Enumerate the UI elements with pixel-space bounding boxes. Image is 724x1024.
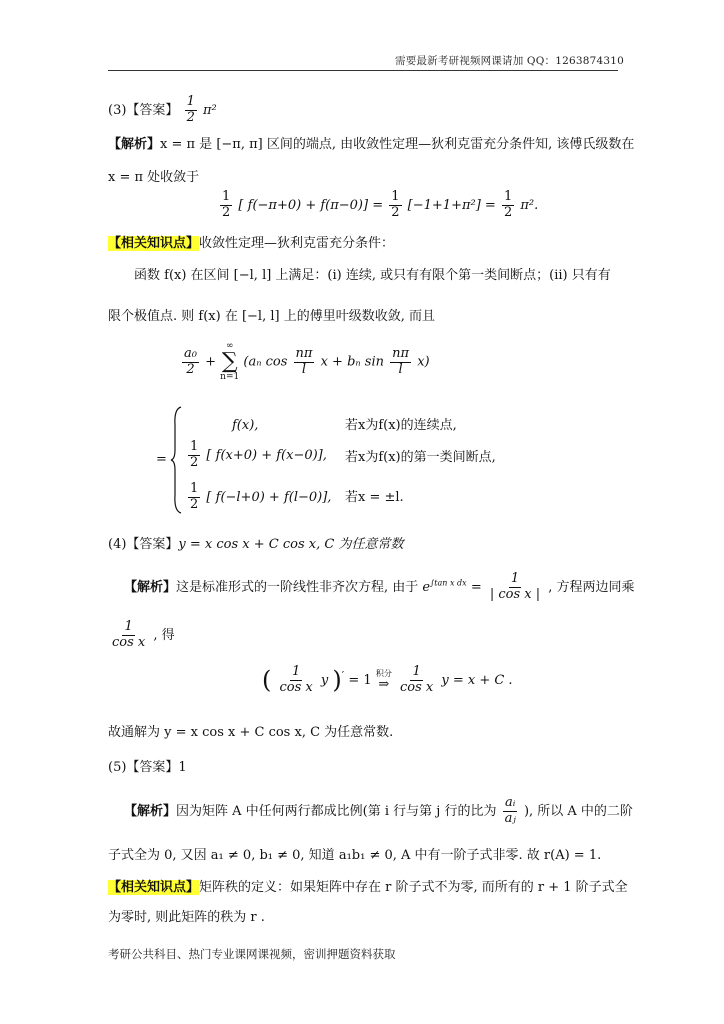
- q5-analysis-text-a: 因为矩阵 A 中任何两行都成比例(第 i 行与第 j 行的比为: [176, 803, 497, 819]
- q4-exp-frac-den: | cos x |: [489, 586, 541, 602]
- q4-right-paren: ): [332, 666, 342, 694]
- q4-conclusion: 故通解为 y = x cos x + C cos x, C 为任意常数.: [108, 725, 394, 740]
- case3-num: 1: [190, 481, 199, 496]
- case2-den: 2: [190, 454, 199, 470]
- q4-exp-base: e: [422, 579, 431, 595]
- q3-analysis-line2: x = π 处收敛于: [108, 170, 200, 185]
- q3-analysis-text1: x = π 是 [−π, π] 区间的端点, 由收敛性定理—狄利克雷充分条件知, 该傅氏级数在: [160, 137, 635, 152]
- q4-deriv-frac: [278, 665, 315, 696]
- series-body2: x + bₙ sin: [320, 354, 385, 370]
- page-header: 需要最新考研视频网课请加 QQ：1263874310: [395, 55, 625, 67]
- q3-answer-label: (3)【答案】: [108, 102, 179, 118]
- q4-answer: [108, 537, 403, 554]
- q3-analysis-line1: [108, 137, 634, 154]
- q3-knowledge-label: 【相关知识点】: [108, 236, 200, 251]
- q4-mul-den: cos x: [112, 634, 146, 650]
- series-frac1-num: nπ: [295, 345, 313, 361]
- q3-eq-frac3-num: 1: [503, 189, 513, 204]
- series-frac2-num: nπ: [392, 345, 410, 361]
- series-body1: (aₙ cos: [243, 354, 288, 370]
- q3-eq-frac1-num: 1: [222, 189, 231, 204]
- q3-eq-frac2-num: 1: [391, 189, 400, 204]
- case3-frac: [188, 482, 200, 513]
- q3-knowledge-title: 收敛性定理—狄利克雷充分条件：: [199, 236, 395, 251]
- q3-answer-fraction: [185, 95, 197, 126]
- q3-answer-tail: π²: [202, 102, 217, 118]
- case1-expr: f(x),: [232, 418, 259, 433]
- q3-eq-tail: π².: [520, 197, 539, 213]
- q3-knowledge: [108, 236, 394, 253]
- q3-analysis-label: 【解析】: [108, 137, 161, 152]
- series-sum-bottom: n=1: [220, 372, 240, 382]
- q3-eq-frac3-den: 2: [503, 204, 513, 220]
- q4-deriv-y: y: [320, 673, 329, 689]
- q4-exp-frac-num: 1: [510, 571, 520, 586]
- cases-equals: =: [156, 452, 167, 467]
- q4-exp-frac: [488, 572, 542, 603]
- q3-eq-frac1: [220, 190, 232, 221]
- q4-res-tail: y = x + C .: [441, 673, 513, 689]
- fourier-series: $\frac{\text{a₀}}{2}$ + ∞ ∑ n=1 (aₙ cos $\frac{n\pi}{l}$ x + bₙ sin $\frac{n\pi}{l}$ x): [184, 341, 430, 382]
- q5-answer: [108, 760, 187, 777]
- case3-den: 2: [190, 496, 199, 512]
- series-frac2: [390, 347, 411, 378]
- q3-answer-numerator: 1: [186, 94, 195, 109]
- series-sum-top: ∞: [225, 341, 234, 351]
- q5-knowledge-text: 矩阵秩的定义：如果矩阵中存在 r 阶子式不为零, 而所有的 r + 1 阶子式全: [199, 880, 628, 895]
- q5-answer-value: 1: [178, 760, 187, 775]
- q4-multiplier: [108, 620, 175, 651]
- case2-condition: 若x为f(x)的第一类间断点,: [345, 450, 496, 465]
- series-two: 2: [186, 361, 195, 377]
- q3-knowledge-line2: 限个极值点. 则 f(x) 在 [−l, l] 上的傅里叶级数收敛, 而且: [108, 309, 435, 324]
- q4-answer-text: y = x cos x + C cos x, C 为任意常数: [178, 537, 404, 552]
- q5-ratio-num: aᵢ: [505, 795, 516, 810]
- q5-knowledge-line2: 为零时, 则此矩阵的秩为 r .: [108, 910, 265, 925]
- series-sum-symbol: ∑: [221, 349, 238, 374]
- q4-derivative-eq: [262, 665, 513, 696]
- series-body3: x): [417, 354, 430, 370]
- q5-knowledge-label: 【相关知识点】: [108, 880, 200, 895]
- q3-eq-frac3: [502, 190, 514, 221]
- q5-analysis-line2: 子式全为 0, 又因 a₁ ≠ 0, b₁ ≠ 0, 知道 a₁b₁ ≠ 0, A 中有一阶子式非零. 故 r(A) = 1.: [108, 848, 602, 863]
- series-a0: a₀: [184, 345, 197, 361]
- case3-condition: 若x = ±l.: [345, 490, 404, 505]
- q3-eq-mid2: [−1+1+π²] =: [407, 197, 496, 213]
- series-a0-frac: [182, 347, 199, 378]
- q3-answer: [108, 95, 217, 126]
- q4-mul-tail: , 得: [153, 627, 175, 643]
- q4-arrow-label: 积分: [375, 669, 392, 679]
- q4-arrow-symbol: ⇒: [378, 677, 390, 693]
- series-frac1: [294, 347, 315, 378]
- q4-analysis-text-a: 这是标准形式的一阶线性非齐次方程, 由于: [176, 579, 419, 595]
- q4-answer-label: (4)【答案】: [108, 537, 179, 552]
- case2-expr: [ f(x+0) + f(x−0)],: [206, 447, 327, 463]
- series-sum: [220, 342, 239, 382]
- q4-deriv-num: 1: [292, 664, 301, 680]
- series-frac2-den: l: [398, 361, 403, 377]
- header-divider: [108, 70, 618, 71]
- q4-mul-frac: [110, 620, 147, 651]
- q5-answer-label: (5)【答案】: [108, 760, 179, 775]
- q5-knowledge: [108, 880, 628, 897]
- q4-deriv-den: cos x: [279, 680, 313, 696]
- q4-analysis-text-b: , 方程两边同乘: [548, 579, 635, 595]
- q5-analysis-text-b: ), 所以 A 中的二阶: [523, 803, 633, 819]
- q4-arrow: [376, 670, 392, 691]
- q4-res-num: 1: [412, 664, 421, 680]
- q4-analysis-line1: [124, 572, 635, 603]
- q3-equation: [218, 190, 538, 221]
- case2-num: 1: [190, 439, 199, 454]
- series-frac1-den: l: [301, 361, 307, 377]
- page-footer: 考研公共科目、热门专业课网课视频，密训押题资料获取: [108, 947, 396, 961]
- q5-analysis-label: 【解析】: [124, 803, 177, 819]
- case2-frac: [188, 440, 200, 471]
- case2: [186, 440, 327, 471]
- q4-res-den: cos x: [399, 680, 434, 696]
- q4-deriv-prime: ′: [341, 668, 345, 682]
- case3: [186, 482, 331, 513]
- cases-brace: [170, 405, 182, 515]
- q5-ratio-den: aⱼ: [504, 810, 516, 826]
- q5-ratio-frac: [503, 796, 518, 827]
- q4-exp-sup: ∫tan x dx: [430, 578, 467, 588]
- q3-knowledge-line1: 函数 f(x) 在区间 [−l, l] 上满足：(i) 连续, 或只有有限个第一类间断点；(ii) 只有有: [134, 268, 611, 283]
- q4-deriv-eq: = 1: [348, 673, 372, 689]
- q3-eq-frac1-den: 2: [222, 204, 231, 220]
- q4-analysis-label: 【解析】: [124, 579, 177, 595]
- case1-condition: 若x为f(x)的连续点,: [345, 418, 457, 433]
- q4-res-frac: [398, 665, 435, 696]
- q4-exp-eq: =: [470, 579, 482, 595]
- q5-analysis-line1: [124, 796, 633, 827]
- case3-expr: [ f(−l+0) + f(l−0)],: [206, 489, 332, 505]
- q3-eq-frac2: [389, 190, 401, 221]
- q3-eq-mid: [ f(−π+0) + f(π−0)] =: [238, 197, 384, 213]
- q4-left-paren: (: [262, 666, 272, 694]
- q4-mul-num: 1: [124, 619, 133, 634]
- q3-eq-frac2-den: 2: [391, 204, 400, 220]
- q3-answer-denominator: 2: [186, 109, 195, 125]
